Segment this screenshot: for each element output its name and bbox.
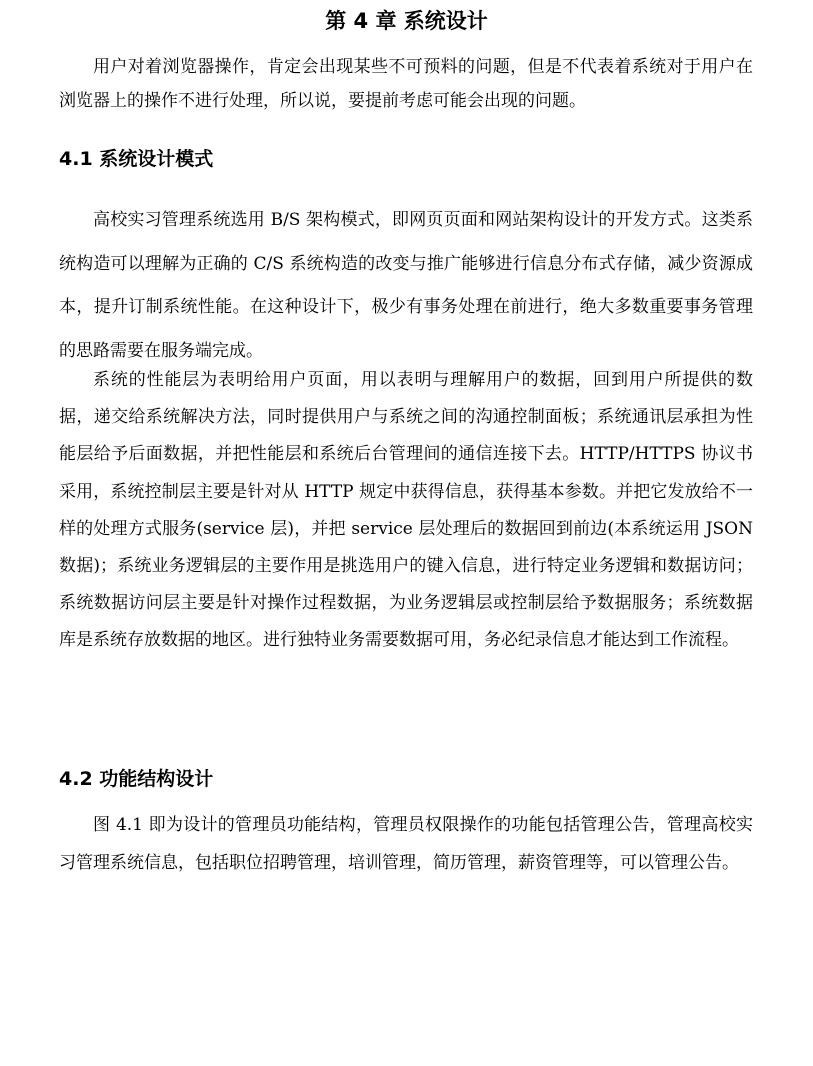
section-4-2-heading: 4.2 功能结构设计 [59,768,214,790]
chapter-title: 第 4 章 系统设计 [325,9,488,33]
section-4-1-heading: 4.1 系统设计模式 [59,148,214,170]
intro-paragraph: 用户对着浏览器操作，肯定会出现某些不可预料的问题，但是不代表着系统对于用户在浏览器上的操作不进行处理，所以说，要提前考虑可能会出现的问题。 [59,57,753,111]
section-4-1-paragraph-2: 系统的性能层为表明给用户页面，用以表明与理解用户的数据，回到用户所提供的数据，递交给系统解决方法，同时提供用户与系统之间的沟通控制面板；系统通讯层承担为性能层给予后面数据，并把性能层和系统后台管理间的通信连接下去。HTTP/HTTPS 协议书采用，系统控制层主要是针对从 HTTP 规定中获得信息，获得基本参数。并把它发放给不一样的处理方式服务(service 层)，并把 service 层处理后的数据回到前边(本系统运用 JSON 数据)；系统业务逻辑层的主要作用是挑选用户的键入信息，进行特定业务逻辑和数据访问；系统数据访问层主要是针对操作过程数据，为业务逻辑层或控制层给予数据服务；系统数据库是系统存放数据的地区。进行独特业务需要数据可用，务必纪录信息才能达到工作流程。 [59,370,753,651]
section-4-2-paragraph-1: 图 4.1 即为设计的管理员功能结构，管理员权限操作的功能包括管理公告，管理高校实习管理系统信息，包括职位招聘管理，培训管理，简历管理，薪资管理等，可以管理公告。 [59,815,753,873]
section-4-1-paragraph-1: 高校实习管理系统选用 B/S 架构模式，即网页页面和网站架构设计的开发方式。这类系统构造可以理解为正确的 C/S 系统构造的改变与推广能够进行信息分布式存储，减少资源成本，提升订制系统性能。在这种设计下，极少有事务处理在前进行，绝大多数重要事务管理的思路需要在服务端完成。 [59,210,753,361]
